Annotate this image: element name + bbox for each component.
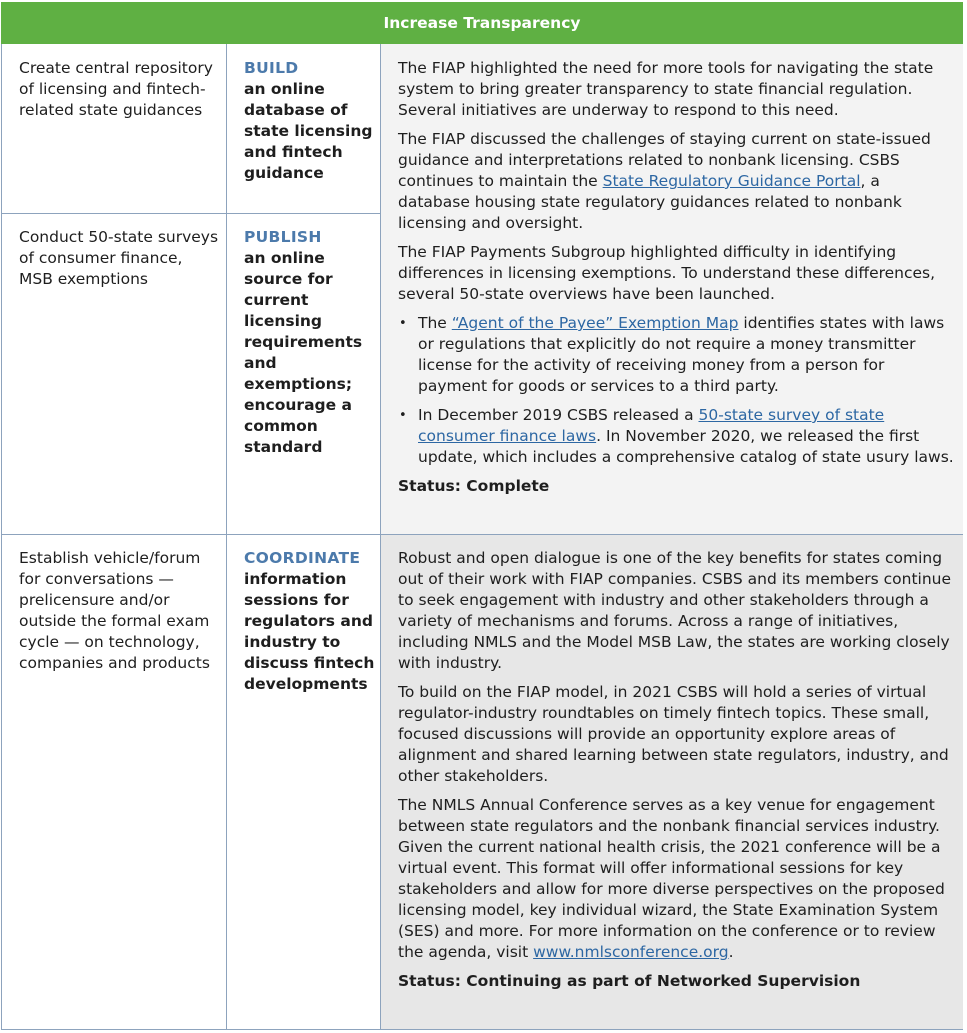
col-divider-1	[226, 44, 227, 1029]
action-cell-1	[244, 58, 376, 184]
state-regulatory-guidance-portal-link[interactable]: State Regulatory Guidance Portal	[602, 172, 861, 190]
list-item	[398, 405, 954, 468]
exemption-map-link[interactable]: “Agent of the Payee” Exemption Map	[451, 314, 739, 332]
text-span: .	[728, 943, 734, 961]
goal-cell-1	[19, 58, 219, 121]
text-span: The NMLS Annual Conference serves as a key venue for engagement between state regulators and the nonbank financial services industry. Given the current national health crisis, the 2021 conference will be a virtual event. This format will offer informational sessions for key stakeholders and allow for more diverse perspectives on the proposed licensing model, key individual wizard, the State Examination System (SES) and more. For more information on the conference or to review the agenda, visit	[398, 796, 945, 961]
action-desc: an online database of state licensing and fintech guidance	[244, 80, 373, 182]
status-label: Status: Complete	[398, 477, 550, 495]
action-cell-3	[244, 548, 376, 695]
status-label: Status: Continuing as part of Networked Supervision	[398, 972, 861, 990]
goal-text: Establish vehicle/forum for conversations — prelicensure and/or outside the formal exam cycle — on technology, companies and products	[19, 549, 210, 672]
table-header	[1, 2, 963, 44]
progress-paragraph: Robust and open dialogue is one of the key benefits for states coming out of their work with FIAP companies. CSBS and its members continue to seek engagement with industry and other stakeholders through a variety of mechanisms and forums. Across a range of initiatives, including NMLS and the Model MSB Law, the states are working closely with industry.	[398, 549, 952, 672]
col-divider-2	[380, 44, 381, 1029]
action-desc: information sessions for regulators and industry to discuss fintech developments	[244, 570, 375, 693]
row-divider-2	[2, 534, 963, 535]
progress-paragraph	[398, 129, 954, 234]
progress-paragraph: The FIAP highlighted the need for more tools for navigating the state system to bring greater transparency to state financial regulation. Several initiatives are underway to respond to this need.	[398, 59, 934, 119]
goal-text: Conduct 50-state surveys of consumer finance, MSB exemptions	[19, 228, 219, 288]
text-span: In December 2019 CSBS released a	[418, 406, 699, 424]
goal-cell-2	[19, 227, 219, 290]
nmls-conference-link[interactable]: www.nmlsconference.org	[533, 943, 729, 961]
action-key: COORDINATE	[244, 549, 361, 567]
action-desc: an online source for current licensing requirements and exemptions; encourage a common standard	[244, 249, 363, 456]
action-key: PUBLISH	[244, 228, 322, 246]
action-key: BUILD	[244, 59, 299, 77]
table-title: Increase Transparency	[383, 14, 581, 32]
table-body	[1, 44, 963, 1030]
text-span: identifies states with laws or regulations that explicitly do not require a money transmitter license for the activity of receiving money from a person for payment for goods or services to a third party.	[418, 314, 945, 395]
consumer-finance-survey-link[interactable]: 50-state survey of state consumer finance laws	[418, 406, 885, 445]
goal-cell-3	[19, 548, 219, 674]
row-divider-1	[2, 213, 381, 214]
list-item	[398, 313, 954, 397]
bullet-list	[398, 313, 954, 468]
text-span: , a database housing state regulatory guidances related to nonbank licensing and oversight.	[398, 172, 902, 232]
progress-paragraph: To build on the FIAP model, in 2021 CSBS will hold a series of virtual regulator-industry roundtables on timely fintech topics. These small, focused discussions will provide an opportunity explore areas of alignment and shared learning between state regulators, industry, and other stakeholders.	[398, 683, 949, 785]
action-cell-2	[244, 227, 376, 458]
goal-text: Create central repository of licensing and fintech-related state guidances	[19, 59, 213, 119]
progress-paragraph: The FIAP Payments Subgroup highlighted difficulty in identifying differences in licensing exemptions. To understand these differences, several 50-state overviews have been launched.	[398, 243, 936, 303]
text-span: . In November 2020, we released the first update, which includes a comprehensive catalog of state usury laws.	[418, 427, 954, 466]
progress-paragraph	[398, 795, 954, 963]
text-span: The FIAP discussed the challenges of staying current on state-issued guidance and interpretations related to nonbank licensing. CSBS continues to maintain the	[398, 130, 931, 190]
text-span: The	[418, 314, 452, 332]
progress-cell-1	[398, 58, 954, 497]
progress-cell-2	[398, 548, 954, 992]
